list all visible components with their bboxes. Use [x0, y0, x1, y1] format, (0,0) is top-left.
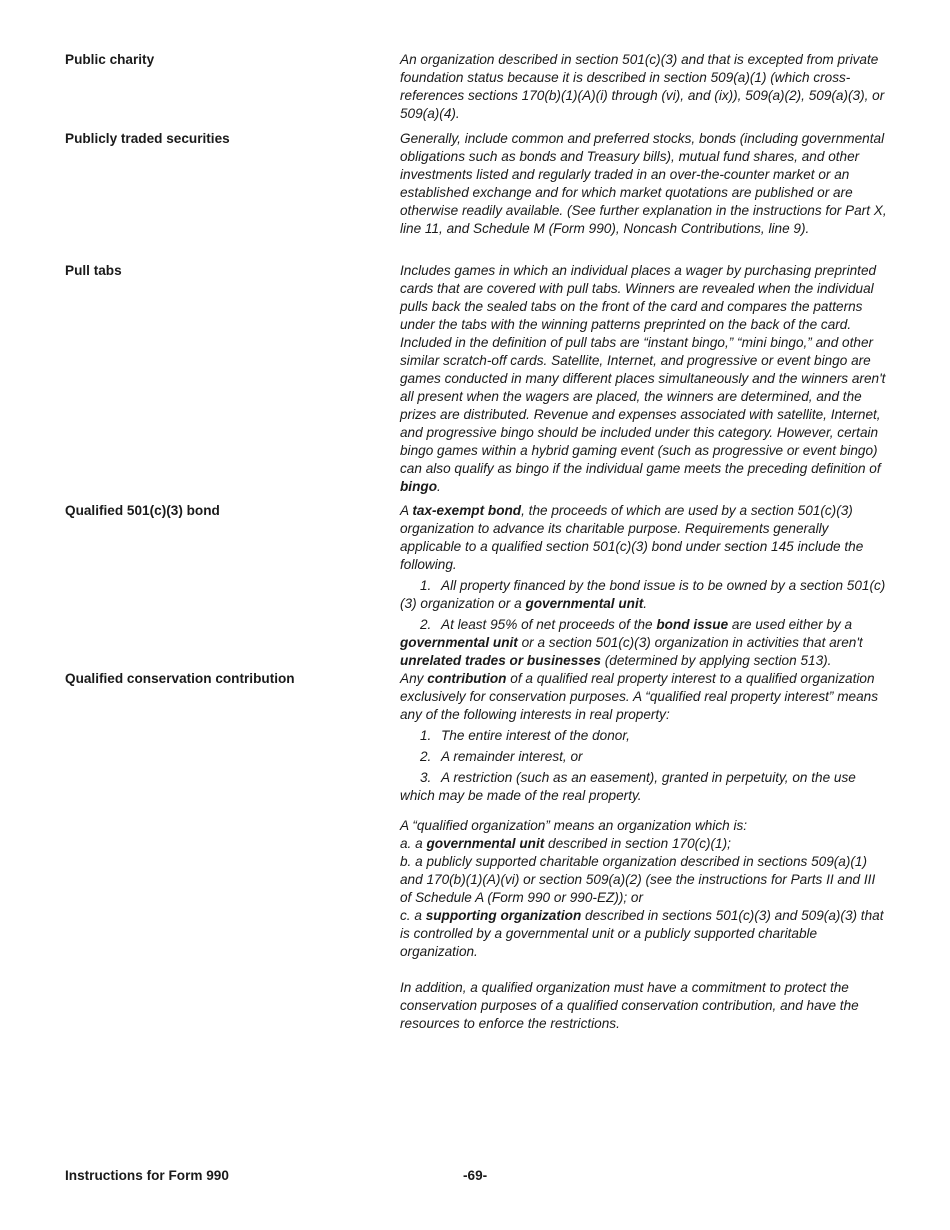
item-number: 2. [420, 617, 432, 632]
term: Publicly traded securities [65, 131, 230, 146]
term: Qualified conservation contribution [65, 671, 295, 686]
term: Public charity [65, 52, 155, 67]
term-reference: unrelated trades or businesses [400, 653, 601, 668]
definition [400, 262, 888, 496]
qualified-organization-c: c. a supporting organization described in sections 501(c)(3) and 509(a)(3) that is controlled by a governmental unit or a publicly supported charitable organization. [400, 908, 884, 959]
list-item: 1. All property financed by the bond issue is to be owned by a section 501(c)(3) organization or a governmental unit. [400, 578, 886, 611]
definition-text: An organization described in section 501(c)(3) and that is excepted from private foundation status because it is described in section 509(a)(1) (which cross-references sections 170(b)(1)(A)(i) through (vi), and (ix)), 509(a)(2), 509(a)(3), or 509(a)(4). [400, 52, 885, 121]
footer-title: Instructions for Form 990 [65, 1168, 229, 1183]
definition-text: Generally, include common and preferred stocks, bonds (including governmental obligations such as bonds and Treasury bills), mutual fund shares, and other investments listed and regularly traded in an over-the-counter market or an established exchange and for which market quotations are published or are otherwise readily available. (See further explanation in the instructions for Part X, line 11, and Schedule M (Form 990), Noncash Contributions, line 9). [400, 131, 887, 236]
definition-intro: Any contribution of a qualified real property interest to a qualified organization exclusively for conservation purposes. A “qualified real property interest” means any of the following interests in real property: [400, 671, 879, 722]
term-reference: bingo [400, 479, 437, 494]
term-reference: bond issue [656, 617, 729, 632]
item-number: 1. [420, 578, 432, 593]
definition [400, 130, 888, 238]
term-reference: governmental unit [426, 836, 545, 851]
term-reference: tax-exempt bond [412, 503, 522, 518]
definition [400, 670, 888, 1033]
addition-paragraph: In addition, a qualified organization must have a commitment to protect the conservation purposes of a qualified conservation contribution, and have the resources to enforce the restrictions. [400, 980, 859, 1031]
item-number: 1. [420, 728, 432, 743]
term-reference: contribution [427, 671, 507, 686]
qualified-organization-a: a. a governmental unit described in section 170(c)(1); [400, 836, 731, 851]
definition-intro: A tax-exempt bond, the proceeds of which are used by a section 501(c)(3) organization to advance its charitable purpose. Requirements generally applicable to a qualified section 501(c)(3) bond under section 145 include the following. [400, 503, 864, 572]
definition-text: Includes games in which an individual places a wager by purchasing preprinted cards that are covered with pull tabs. Winners are revealed when the individual pulls back the sealed tabs on the front of the card and compares the patterns under the tabs with the winning patterns preprinted on the back of the card. Included in the definition of pull tabs are “instant bingo,” “mini bingo,” and other similar scratch-off cards. Satellite, Internet, and progressive or event bingo are games conducted in many different places simultaneously and the winners aren't all present when the wagers are placed, the winners are determined, and the prizes are distributed. Revenue and expenses associated with satellite, Internet, and progressive bingo should be included under this category. However, certain bingo games within a hybrid gaming event (such as progressive or event bingo) can also qualify as bingo if the individual game meets the preceding definition of bingo. [400, 263, 886, 494]
term-reference: governmental unit [400, 635, 518, 650]
qualified-organization-intro: A “qualified organization” means an organization which is: [400, 818, 748, 833]
page-number: -69- [463, 1168, 488, 1183]
paragraph-gap [400, 961, 888, 979]
term: Qualified 501(c)(3) bond [65, 503, 220, 518]
definition [400, 51, 888, 123]
term-reference: supporting organization [425, 908, 582, 923]
term: Pull tabs [65, 263, 122, 278]
list-item: 2. At least 95% of net proceeds of the bond issue are used either by a governmental unit or a section 501(c)(3) organization in activities that aren't unrelated trades or businesses (determined by applying section 513). [400, 617, 863, 668]
qualified-organization-b: b. a publicly supported charitable organization described in sections 509(a)(1) and 170(b)(1)(A)(vi) or section 509(a)(2) (see the instructions for Parts II and III of Schedule A (Form 990 or 990-EZ)); or [400, 854, 876, 905]
list-item: 3. A restriction (such as an easement), granted in perpetuity, on the use which may be made of the real property. [400, 770, 856, 803]
item-number: 3. [420, 770, 432, 785]
list-item: 2. A remainder interest, or [400, 748, 888, 766]
item-number: 2. [420, 749, 432, 764]
list-item: 1. The entire interest of the donor, [400, 727, 888, 745]
paragraph-gap [400, 805, 888, 817]
term-reference: governmental unit [525, 596, 644, 611]
definition [400, 502, 888, 670]
